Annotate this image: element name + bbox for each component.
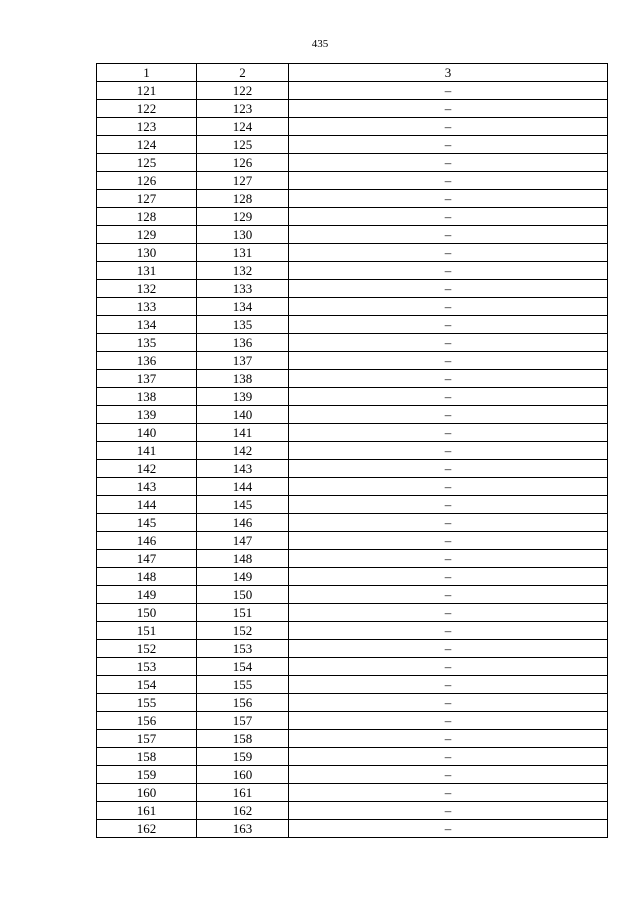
table-cell-col-3: –: [289, 262, 608, 280]
table-row: [97, 550, 608, 568]
table-row: [97, 136, 608, 154]
table-cell-col-1: 156: [97, 712, 197, 730]
table-cell-col-2: 131: [197, 244, 289, 262]
table-cell-col-3: –: [289, 118, 608, 136]
table-row: [97, 658, 608, 676]
table-cell-col-3: –: [289, 802, 608, 820]
table-cell-col-2: 162: [197, 802, 289, 820]
table-cell-col-1: 134: [97, 316, 197, 334]
table-cell-col-3: –: [289, 388, 608, 406]
table-row: [97, 280, 608, 298]
table-cell-col-1: 132: [97, 280, 197, 298]
table-cell-col-1: 157: [97, 730, 197, 748]
table-row: [97, 370, 608, 388]
table-row: [97, 694, 608, 712]
table-row: [97, 424, 608, 442]
table-cell-col-2: 163: [197, 820, 289, 838]
table-cell-col-1: 127: [97, 190, 197, 208]
table-cell-col-1: 135: [97, 334, 197, 352]
table-row: [97, 190, 608, 208]
table-cell-col-1: 153: [97, 658, 197, 676]
table-cell-col-1: 137: [97, 370, 197, 388]
table-cell-col-2: 123: [197, 100, 289, 118]
table-cell-col-3: –: [289, 496, 608, 514]
table-cell-col-1: 142: [97, 460, 197, 478]
table-cell-col-1: 161: [97, 802, 197, 820]
table-cell-col-3: –: [289, 190, 608, 208]
table-row: [97, 568, 608, 586]
table-cell-col-3: –: [289, 676, 608, 694]
table-row: [97, 406, 608, 424]
table-row: [97, 496, 608, 514]
table-cell-col-1: 128: [97, 208, 197, 226]
column-header-3: 3: [289, 64, 608, 82]
table-row: [97, 82, 608, 100]
table-cell-col-3: –: [289, 784, 608, 802]
table-cell-col-3: –: [289, 712, 608, 730]
table-row: [97, 712, 608, 730]
table-row: [97, 172, 608, 190]
table-cell-col-1: 121: [97, 82, 197, 100]
table-cell-col-2: 137: [197, 352, 289, 370]
table-cell-col-1: 139: [97, 406, 197, 424]
table-cell-col-1: 141: [97, 442, 197, 460]
table-cell-col-1: 148: [97, 568, 197, 586]
column-header-1: 1: [97, 64, 197, 82]
table-cell-col-2: 136: [197, 334, 289, 352]
table-cell-col-3: –: [289, 172, 608, 190]
table-cell-col-1: 151: [97, 622, 197, 640]
table-cell-col-3: –: [289, 226, 608, 244]
table-row: [97, 640, 608, 658]
table-row: [97, 820, 608, 838]
table-cell-col-1: 147: [97, 550, 197, 568]
table-cell-col-1: 154: [97, 676, 197, 694]
table-cell-col-3: –: [289, 748, 608, 766]
table-cell-col-1: 130: [97, 244, 197, 262]
table-cell-col-1: 140: [97, 424, 197, 442]
table-cell-col-1: 158: [97, 748, 197, 766]
table-row: [97, 586, 608, 604]
table-cell-col-1: 145: [97, 514, 197, 532]
table-cell-col-3: –: [289, 100, 608, 118]
table-cell-col-1: 126: [97, 172, 197, 190]
table-row: [97, 118, 608, 136]
table-row: [97, 226, 608, 244]
table-row: [97, 334, 608, 352]
table-cell-col-2: 160: [197, 766, 289, 784]
table-row: [97, 100, 608, 118]
table-row: [97, 604, 608, 622]
table-cell-col-2: 149: [197, 568, 289, 586]
table-cell-col-1: 122: [97, 100, 197, 118]
table-cell-col-2: 134: [197, 298, 289, 316]
table-cell-col-2: 138: [197, 370, 289, 388]
table-row: [97, 388, 608, 406]
table-body: [97, 82, 608, 838]
table-cell-col-2: 135: [197, 316, 289, 334]
table-cell-col-3: –: [289, 442, 608, 460]
table-cell-col-3: –: [289, 244, 608, 262]
table-cell-col-3: –: [289, 640, 608, 658]
table-cell-col-3: –: [289, 694, 608, 712]
table-cell-col-3: –: [289, 730, 608, 748]
table-cell-col-3: –: [289, 208, 608, 226]
table-cell-col-1: 155: [97, 694, 197, 712]
table-row: [97, 748, 608, 766]
table-cell-col-1: 136: [97, 352, 197, 370]
table-cell-col-3: –: [289, 532, 608, 550]
table-cell-col-2: 159: [197, 748, 289, 766]
table-row: [97, 262, 608, 280]
table-row: [97, 514, 608, 532]
table-cell-col-2: 146: [197, 514, 289, 532]
table-cell-col-3: –: [289, 622, 608, 640]
table-row: [97, 784, 608, 802]
table-cell-col-1: 146: [97, 532, 197, 550]
table-cell-col-1: 162: [97, 820, 197, 838]
table-cell-col-2: 151: [197, 604, 289, 622]
page-number: 435: [311, 38, 329, 50]
table-cell-col-1: 123: [97, 118, 197, 136]
table-cell-col-1: 138: [97, 388, 197, 406]
table-cell-col-2: 125: [197, 136, 289, 154]
table-row: [97, 244, 608, 262]
table-cell-col-2: 143: [197, 460, 289, 478]
table-cell-col-2: 124: [197, 118, 289, 136]
table-cell-col-2: 148: [197, 550, 289, 568]
data-table: [96, 63, 608, 838]
table-row: [97, 478, 608, 496]
table-cell-col-3: –: [289, 316, 608, 334]
table-cell-col-2: 141: [197, 424, 289, 442]
table-cell-col-2: 122: [197, 82, 289, 100]
table-cell-col-1: 160: [97, 784, 197, 802]
table-cell-col-2: 158: [197, 730, 289, 748]
table-cell-col-2: 132: [197, 262, 289, 280]
table-cell-col-1: 149: [97, 586, 197, 604]
table-cell-col-3: –: [289, 568, 608, 586]
table-row: [97, 352, 608, 370]
table-row: [97, 532, 608, 550]
table-cell-col-2: 126: [197, 154, 289, 172]
table-cell-col-1: 143: [97, 478, 197, 496]
table-cell-col-2: 161: [197, 784, 289, 802]
table-cell-col-2: 154: [197, 658, 289, 676]
table-cell-col-3: –: [289, 604, 608, 622]
table-row: [97, 316, 608, 334]
table-cell-col-2: 133: [197, 280, 289, 298]
table-cell-col-3: –: [289, 334, 608, 352]
table-row: [97, 802, 608, 820]
table-cell-col-1: 129: [97, 226, 197, 244]
table-row: [97, 622, 608, 640]
table-cell-col-3: –: [289, 136, 608, 154]
table-cell-col-2: 130: [197, 226, 289, 244]
table-cell-col-3: –: [289, 550, 608, 568]
table-row: [97, 298, 608, 316]
table-row: [97, 208, 608, 226]
table-cell-col-1: 131: [97, 262, 197, 280]
table-row: [97, 730, 608, 748]
table-cell-col-2: 140: [197, 406, 289, 424]
table-cell-col-3: –: [289, 154, 608, 172]
table-cell-col-3: –: [289, 406, 608, 424]
table-cell-col-1: 152: [97, 640, 197, 658]
table-row: [97, 766, 608, 784]
table-cell-col-3: –: [289, 298, 608, 316]
table-cell-col-3: –: [289, 460, 608, 478]
table-cell-col-3: –: [289, 280, 608, 298]
table-cell-col-2: 156: [197, 694, 289, 712]
table-cell-col-2: 145: [197, 496, 289, 514]
table-cell-col-2: 127: [197, 172, 289, 190]
table-cell-col-3: –: [289, 586, 608, 604]
table-row: [97, 676, 608, 694]
table-cell-col-2: 147: [197, 532, 289, 550]
table-cell-col-1: 150: [97, 604, 197, 622]
table-cell-col-3: –: [289, 820, 608, 838]
table-cell-col-1: 144: [97, 496, 197, 514]
table-cell-col-3: –: [289, 514, 608, 532]
table-cell-col-2: 128: [197, 190, 289, 208]
table-cell-col-1: 124: [97, 136, 197, 154]
table-cell-col-1: 125: [97, 154, 197, 172]
table-cell-col-1: 133: [97, 298, 197, 316]
table-cell-col-3: –: [289, 352, 608, 370]
table-row: [97, 154, 608, 172]
column-header-2: 2: [197, 64, 289, 82]
table-cell-col-2: 157: [197, 712, 289, 730]
table-cell-col-3: –: [289, 658, 608, 676]
table-cell-col-2: 142: [197, 442, 289, 460]
table-cell-col-3: –: [289, 478, 608, 496]
table-cell-col-1: 159: [97, 766, 197, 784]
table-cell-col-2: 139: [197, 388, 289, 406]
table-cell-col-3: –: [289, 424, 608, 442]
table-cell-col-2: 155: [197, 676, 289, 694]
table-cell-col-2: 153: [197, 640, 289, 658]
table-cell-col-3: –: [289, 370, 608, 388]
table-header-row: [97, 64, 608, 82]
table-cell-col-3: –: [289, 82, 608, 100]
table-row: [97, 442, 608, 460]
table-cell-col-2: 152: [197, 622, 289, 640]
table-cell-col-2: 129: [197, 208, 289, 226]
table-row: [97, 460, 608, 478]
table-cell-col-2: 144: [197, 478, 289, 496]
table-cell-col-2: 150: [197, 586, 289, 604]
table-cell-col-3: –: [289, 766, 608, 784]
